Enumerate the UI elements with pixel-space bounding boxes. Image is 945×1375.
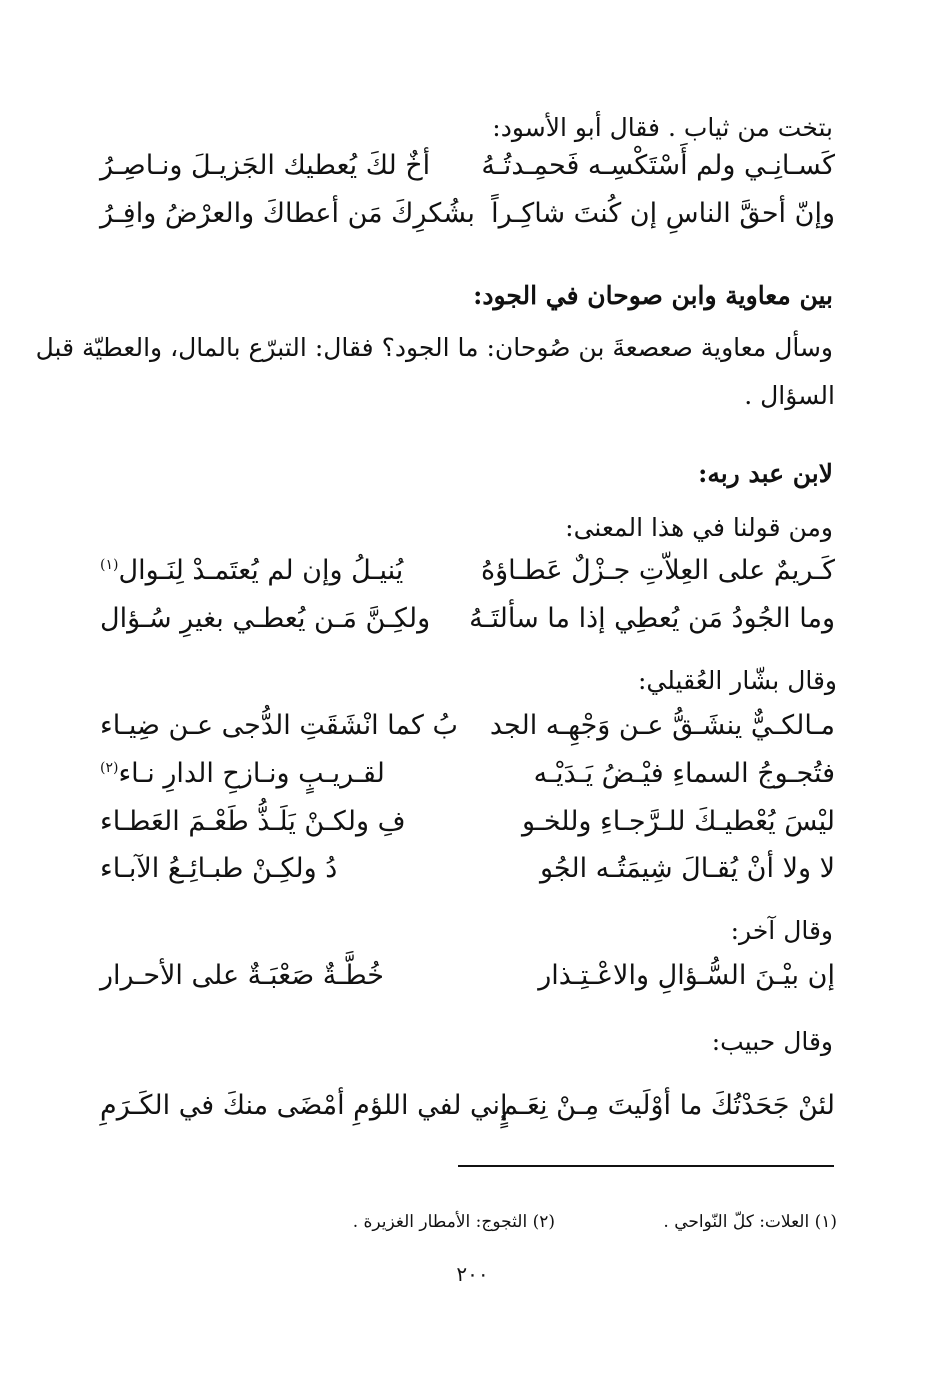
poem1-verse-1 [100, 150, 835, 192]
poem-intro: ومن قولنا في هذا المعنى: [565, 513, 833, 542]
section-heading: بين معاوية وابن صوحان في الجود: [473, 281, 833, 310]
hemistich-first: ليْسَ يُعْطيـكَ للـرَّجـاءِ وللخـو [521, 806, 835, 837]
hemistich-first: مـالكـيٌّ ينشَـقُّ عـن وَجْهِـه الجد [489, 710, 835, 741]
footnote-marker: (٢) [100, 760, 119, 776]
footnote-divider [458, 1165, 834, 1167]
poem2-verse-2 [100, 603, 835, 645]
hemistich-first: كَـريمٌ على العِلاّتِ جـزْلٌ عَطـاؤهُ [480, 555, 835, 586]
hemistich-first: فتُجـوجُ السماءِ فيْـضُ يَـدَيْـه [533, 758, 835, 789]
intro-line: بتخت من ثياب . فقال أبو الأسود: [492, 113, 833, 142]
hemistich-second: فِ ولكـنْ يَلَـذُّ طَعْـمَ العَطـاء [100, 806, 406, 837]
hemistich-second: بُ كما انْشَقَتِ الدُّجى عـن ضِيـاء [100, 710, 458, 741]
footnote-1: (١) العلات: كلّ النّواحي . [663, 1212, 837, 1232]
poem2-verse-1 [100, 555, 835, 597]
poem1-verse-2 [100, 198, 835, 240]
footnote-marker: (١) [100, 557, 119, 573]
hemistich-first: وإنّ أحقَّ الناسِ إن كُنتَ شاكِـراً [491, 198, 835, 229]
hemistich-second: خُطَّـةٌ صَعْبَـةٌ على الأحـرار [100, 960, 384, 991]
page-number: ٢٠٠ [456, 1262, 489, 1286]
poem3-verse-2 [100, 758, 835, 800]
hemistich-first: لئنْ جَحَدْتُكَ ما أوْلَيتَ مِـنْ نِعَـمٍ [501, 1090, 835, 1121]
poem-intro: وقال آخر: [730, 916, 833, 945]
poem3-verse-3 [100, 806, 835, 848]
poem4-verse-1 [100, 960, 835, 1002]
poem-intro: وقال بشّار العُقيلي: [638, 666, 837, 695]
footnote-2: (٢) الثجوج: الأمطار الغزيرة . [352, 1212, 555, 1232]
hemistich-second: إني لفي اللؤمِ أمْضَى منكَ في الكَـرَمِ [100, 1090, 508, 1121]
hemistich-second: أخٌ لكَ يُعطيك الجَزيـلَ ونـاصِـرُ [100, 150, 431, 181]
hemistich-first: كَسـانِـي ولم أَسْتَكْسِـه فَحمِـدتُـهُ [481, 150, 835, 181]
paragraph-line: السؤال . [744, 381, 835, 410]
section-heading: لابن عبد ربه: [698, 459, 833, 488]
hemistich-second: دُ ولكِـنْ طبـائِـعُ الآبـاء [100, 853, 338, 884]
hemistich-first: لا ولا أنْ يُقـالَ شِيمَتُـه الجُو [539, 853, 835, 884]
poem3-verse-1 [100, 710, 835, 752]
poem3-verse-4 [100, 853, 835, 895]
paragraph-line: وسأل معاوية صعصعةَ بن صُوحان: ما الجود؟ فقال: التبرّع بالمال، والعطيّة قبل [35, 333, 833, 362]
hemistich-second: ولكِـنَّ مَـن يُعطـي بغيرِ سُـؤال [100, 603, 431, 634]
hemistich-first: وما الجُودُ مَن يُعطِي إذا ما سألتَـهُ [469, 603, 835, 634]
poem5-verse-1 [100, 1090, 835, 1132]
hemistich-second: بشُكرِكَ مَن أعطاكَ والعرْضُ وافِـرُ [100, 198, 475, 229]
hemistich-second: يُنيـلُ وإن لم يُعتَمـدْ لِنَـوال$^{(١)}$ [100, 555, 404, 586]
hemistich-first: إن بيْـنَ السُّـؤالِ والاعْـتِـذار [538, 960, 835, 991]
poem-intro: وقال حبيب: [711, 1027, 833, 1056]
hemistich-second: لقـريـبٍ ونـازحِ الدارِ نـاء$^{(٢)}$ [100, 758, 385, 789]
